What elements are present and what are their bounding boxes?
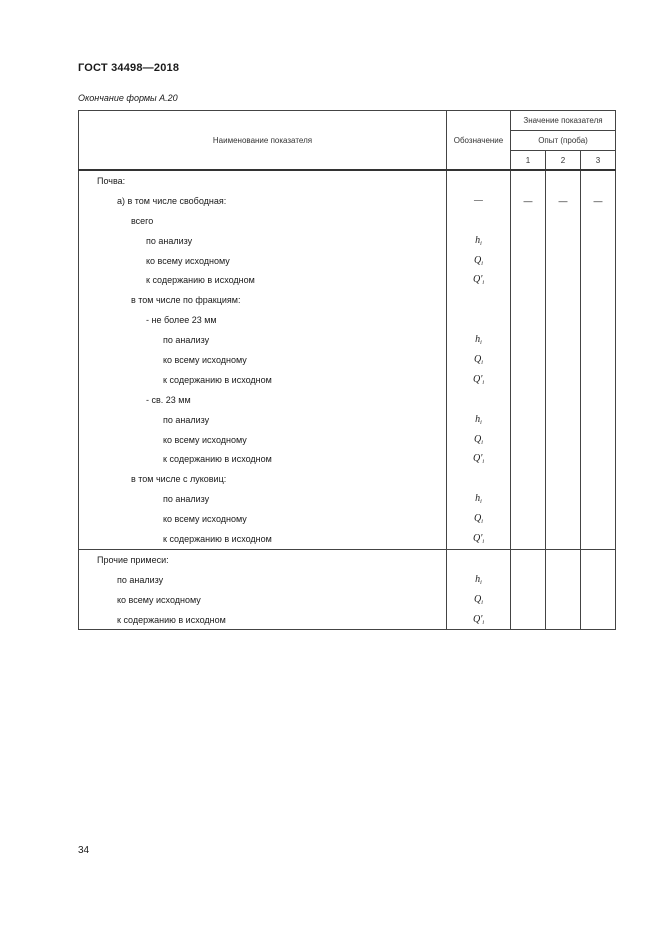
trial-value-2 xyxy=(546,529,581,549)
trial-value-1 xyxy=(511,290,546,310)
indicator-symbol xyxy=(447,330,511,350)
table-row xyxy=(79,251,616,271)
symbol-main: h xyxy=(475,234,481,246)
indicator-symbol xyxy=(447,350,511,370)
table-row xyxy=(79,410,616,430)
table-row xyxy=(79,231,616,251)
trial-value-1 xyxy=(511,410,546,430)
indicator-name: в том числе с луковиц: xyxy=(79,469,447,489)
symbol-main: h xyxy=(475,493,481,505)
table-row xyxy=(79,489,616,509)
trial-value-3 xyxy=(581,430,616,450)
trial-value-1 xyxy=(511,590,546,610)
trial-value-3 xyxy=(581,469,616,489)
trial-value-3 xyxy=(581,370,616,390)
symbol-main: Q' xyxy=(472,453,483,465)
trial-value-2 xyxy=(546,469,581,489)
trial-value-3 xyxy=(581,590,616,610)
trial-value-2 xyxy=(546,350,581,370)
indicator-symbol xyxy=(447,211,511,231)
trial-value-2 xyxy=(546,570,581,590)
trial-value-1 xyxy=(511,509,546,529)
symbol-main: Q xyxy=(474,513,482,525)
indicator-name: - не более 23 мм xyxy=(79,310,447,330)
indicator-name: к содержанию в исходном xyxy=(79,270,447,290)
trial-value-3 xyxy=(581,290,616,310)
indicator-symbol xyxy=(447,390,511,410)
symbol-main: h xyxy=(475,413,481,425)
indicator-name: по анализу xyxy=(79,489,447,509)
indicator-symbol xyxy=(447,549,511,569)
indicator-name: - св. 23 мм xyxy=(79,390,447,410)
trial-value-1 xyxy=(511,469,546,489)
trial-value-2 xyxy=(546,310,581,330)
symbol-subscript: i xyxy=(480,419,482,426)
indicator-name: ко всему исходному xyxy=(79,350,447,370)
indicator-name: к содержанию в исходном xyxy=(79,370,447,390)
indicator-name: ко всему исходному xyxy=(79,251,447,271)
column-header-trial: Опыт (проба) xyxy=(511,131,616,151)
table-row xyxy=(79,529,616,549)
indicator-name: по анализу xyxy=(79,330,447,350)
column-header-value: Значение показателя xyxy=(511,111,616,131)
table-row xyxy=(79,610,616,630)
trial-value-2 xyxy=(546,509,581,529)
symbol-subscript: i xyxy=(480,340,482,347)
column-header-symbol: Обозначение xyxy=(447,111,511,171)
symbol-main: h xyxy=(475,573,481,585)
trial-value-2 xyxy=(546,370,581,390)
indicator-symbol xyxy=(447,270,511,290)
table-row xyxy=(79,350,616,370)
trial-value-1 xyxy=(511,211,546,231)
indicator-name: по анализу xyxy=(79,570,447,590)
indicator-name: ко всему исходному xyxy=(79,590,447,610)
symbol-subscript: i xyxy=(481,260,483,267)
trial-value-1 xyxy=(511,489,546,509)
trial-value-3 xyxy=(581,170,616,191)
trial-value-2 xyxy=(546,390,581,410)
document-header: ГОСТ 34498—2018 xyxy=(78,62,180,74)
table-row xyxy=(79,370,616,390)
symbol-main: Q' xyxy=(472,274,483,286)
trial-value-1 xyxy=(511,231,546,251)
table-row xyxy=(79,211,616,231)
trial-value-1 xyxy=(511,350,546,370)
symbol-subscript: i xyxy=(482,280,485,287)
table-row xyxy=(79,170,616,191)
trial-value-2 xyxy=(546,410,581,430)
indicator-name: к содержанию в исходном xyxy=(79,610,447,630)
symbol-subscript: i xyxy=(482,379,485,386)
trial-value-1 xyxy=(511,390,546,410)
table-row xyxy=(79,191,616,211)
indicator-name: а) в том числе свободная: xyxy=(79,191,447,211)
indicator-symbol xyxy=(447,370,511,390)
trial-value-3 xyxy=(581,390,616,410)
trial-value-2 xyxy=(546,270,581,290)
indicator-symbol xyxy=(447,310,511,330)
trial-value-3 xyxy=(581,549,616,569)
trial-value-3 xyxy=(581,211,616,231)
trial-value-3 xyxy=(581,270,616,290)
trial-value-3 xyxy=(581,310,616,330)
table-row xyxy=(79,549,616,569)
indicator-symbol xyxy=(447,489,511,509)
trial-value-1 xyxy=(511,310,546,330)
indicator-symbol xyxy=(447,469,511,489)
trial-value-1 xyxy=(511,570,546,590)
indicator-name: в том числе по фракциям: xyxy=(79,290,447,310)
table-body xyxy=(79,170,616,630)
indicator-symbol xyxy=(447,290,511,310)
trial-value-2 xyxy=(546,211,581,231)
indicator-name: ко всему исходному xyxy=(79,509,447,529)
indicator-symbol xyxy=(447,529,511,549)
trial-value-3 xyxy=(581,449,616,469)
symbol-subscript: i xyxy=(481,519,483,526)
table-row xyxy=(79,430,616,450)
column-header-trial-3: 3 xyxy=(581,151,616,171)
symbol-subscript: i xyxy=(481,359,483,366)
indicator-name: к содержанию в исходном xyxy=(79,449,447,469)
table-row xyxy=(79,310,616,330)
trial-value-1 xyxy=(511,330,546,350)
trial-value-3 xyxy=(581,570,616,590)
indicator-name: к содержанию в исходном xyxy=(79,529,447,549)
indicator-symbol xyxy=(447,251,511,271)
indicator-symbol xyxy=(447,570,511,590)
symbol-main: Q' xyxy=(472,532,483,544)
symbol-main: — xyxy=(474,194,483,206)
table-row xyxy=(79,290,616,310)
table-row xyxy=(79,469,616,489)
trial-value-3 xyxy=(581,410,616,430)
form-caption: Окончание формы А.20 xyxy=(78,93,178,103)
symbol-subscript: i xyxy=(480,579,482,586)
indicator-name: по анализу xyxy=(79,231,447,251)
indicator-name: ко всему исходному xyxy=(79,430,447,450)
trial-value-3 xyxy=(581,509,616,529)
table-row xyxy=(79,449,616,469)
trial-value-2 xyxy=(546,330,581,350)
indicator-name: Прочие примеси: xyxy=(79,549,447,569)
trial-value-2 xyxy=(546,610,581,630)
trial-value-2 xyxy=(546,170,581,191)
symbol-main: Q xyxy=(474,254,482,266)
table-row xyxy=(79,509,616,529)
trial-value-1 xyxy=(511,549,546,569)
trial-value-2 xyxy=(546,449,581,469)
symbol-subscript: i xyxy=(481,439,483,446)
indicator-name: Почва: xyxy=(79,170,447,191)
trial-value-1: — xyxy=(511,191,546,211)
trial-value-3 xyxy=(581,610,616,630)
trial-value-3 xyxy=(581,330,616,350)
trial-value-1 xyxy=(511,251,546,271)
symbol-main: Q xyxy=(474,353,482,365)
indicator-symbol xyxy=(447,449,511,469)
indicator-symbol xyxy=(447,610,511,630)
trial-value-2 xyxy=(546,489,581,509)
indicator-name: по анализу xyxy=(79,410,447,430)
column-header-trial-2: 2 xyxy=(546,151,581,171)
symbol-subscript: i xyxy=(480,499,482,506)
trial-value-2 xyxy=(546,549,581,569)
trial-value-1 xyxy=(511,610,546,630)
page-number: 34 xyxy=(78,845,90,856)
table-row xyxy=(79,330,616,350)
indicator-table xyxy=(78,110,616,630)
symbol-main: Q xyxy=(474,433,482,445)
trial-value-3 xyxy=(581,350,616,370)
trial-value-2 xyxy=(546,231,581,251)
indicator-symbol xyxy=(447,430,511,450)
trial-value-3 xyxy=(581,251,616,271)
symbol-subscript: i xyxy=(480,240,482,247)
trial-value-1 xyxy=(511,529,546,549)
symbol-main: Q xyxy=(474,593,482,605)
table-row xyxy=(79,390,616,410)
trial-value-1 xyxy=(511,370,546,390)
symbol-main: Q' xyxy=(472,373,483,385)
trial-value-3 xyxy=(581,529,616,549)
trial-value-3 xyxy=(581,489,616,509)
column-header-name: Наименование показателя xyxy=(79,111,447,171)
trial-value-2 xyxy=(546,290,581,310)
trial-value-2 xyxy=(546,430,581,450)
trial-value-3: — xyxy=(581,191,616,211)
symbol-subscript: i xyxy=(482,538,485,545)
column-header-trial-1: 1 xyxy=(511,151,546,171)
table-row xyxy=(79,270,616,290)
indicator-symbol xyxy=(447,509,511,529)
symbol-subscript: i xyxy=(481,599,483,606)
symbol-subscript: i xyxy=(482,619,485,626)
symbol-main: Q' xyxy=(472,613,483,625)
table-row xyxy=(79,570,616,590)
table-row xyxy=(79,590,616,610)
trial-value-2 xyxy=(546,251,581,271)
indicator-symbol xyxy=(447,170,511,191)
symbol-subscript: i xyxy=(482,459,485,466)
indicator-symbol xyxy=(447,231,511,251)
trial-value-1 xyxy=(511,170,546,191)
indicator-symbol xyxy=(447,590,511,610)
trial-value-3 xyxy=(581,231,616,251)
indicator-name: всего xyxy=(79,211,447,231)
symbol-main: h xyxy=(475,334,481,346)
trial-value-1 xyxy=(511,449,546,469)
indicator-symbol xyxy=(447,191,511,211)
trial-value-1 xyxy=(511,430,546,450)
trial-value-1 xyxy=(511,270,546,290)
indicator-symbol xyxy=(447,410,511,430)
trial-value-2: — xyxy=(546,191,581,211)
trial-value-2 xyxy=(546,590,581,610)
